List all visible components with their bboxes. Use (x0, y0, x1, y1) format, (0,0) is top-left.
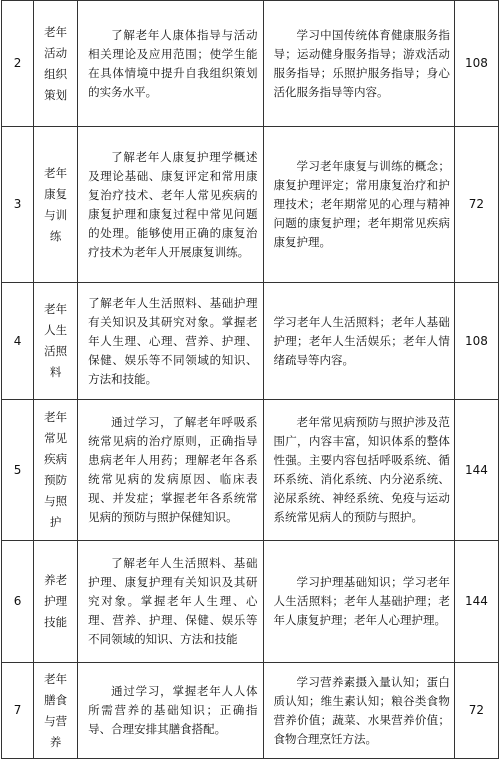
course-content: 学习营养素摄入量认知；蛋白质认知；维生素认知；粮谷类食物营养价值；蔬菜、水果营养价值；食物合理烹饪方法。 (263, 663, 454, 759)
course-name: 老年人生活照料 (34, 283, 78, 400)
course-name: 老年活动组织策划 (34, 1, 78, 127)
course-goal: 通过学习，了解老年呼吸系统常见病的治疗原则，正确指导患病老年人用药；理解老年各系统常见病的发病原因、临床表现、并发症；掌握老年各系统常见病的预防与照护保健知识。 (78, 400, 263, 541)
course-name: 养老护理技能 (34, 541, 78, 663)
course-goal: 了解老年人康体指导与活动相关理论及应用范围；使学生能在具体情境中提升自我组织策划的实务水平。 (78, 1, 263, 127)
course-content: 学习护理基础知识；学习老年人生活照料；老年人基础护理；老年人康复护理；老年人心理护理。 (263, 541, 454, 663)
course-content: 学习中国传统体育健康服务指导；运动健身服务指导；游戏活动服务指导；乐照护服务指导；身心活化服务指导等内容。 (263, 1, 454, 127)
course-hours: 108 (454, 283, 498, 400)
course-goal: 了解老年人生活照料、基础护理、康复护理有关知识及其研究对象。掌握老年人生理、心理、营养、护理、保健、娱乐等不同领域的知识、方法和技能 (78, 541, 263, 663)
course-content: 学习老年人生活照料；老年人基础护理；老年人生活娱乐；老年人情绪疏导等内容。 (263, 283, 454, 400)
course-goal: 了解老年人康复护理学概述及理论基础、康复评定和常用康复治疗技术、老年人常见疾病的康复护理和康复过程中常见问题的处理。能够使用正确的康复治疗技术为老年人开展康复训练。 (78, 127, 263, 283)
course-hours: 72 (454, 663, 498, 759)
course-hours: 108 (454, 1, 498, 127)
table-row (2, 127, 499, 283)
course-content: 学习老年康复与训练的概念；康复护理评定；常用康复治疗和护理技术；老年期常见的心理与精神问题的康复护理；老年期常见疾病康复护理。 (263, 127, 454, 283)
course-hours: 72 (454, 127, 498, 283)
course-goal: 了解老年人生活照料、基础护理有关知识及其研究对象。掌握老年人生理、心理、营养、护理、保健、娱乐等不同领域的知识、方法和技能。 (78, 283, 263, 400)
table-row (2, 663, 499, 759)
course-hours: 144 (454, 400, 498, 541)
course-name: 老年膳食与营养 (34, 663, 78, 759)
course-number: 5 (2, 400, 34, 541)
course-hours: 144 (454, 541, 498, 663)
course-number: 7 (2, 663, 34, 759)
course-number: 2 (2, 1, 34, 127)
course-content: 老年常见病预防与照护涉及范围广，内容丰富，知识体系的整体性强。主要内容包括呼吸系统、循环系统、消化系统、内分泌系统、泌尿系统、神经系统、免疫与运动系统常见病人的预防与照护。 (263, 400, 454, 541)
table-row (2, 400, 499, 541)
course-name: 老年常见疾病预防与照护 (34, 400, 78, 541)
course-number: 4 (2, 283, 34, 400)
course-number: 3 (2, 127, 34, 283)
curriculum-table (1, 0, 499, 759)
course-goal: 通过学习，掌握老年人人体所需营养的基础知识；正确指导、合理安排其膳食搭配。 (78, 663, 263, 759)
course-number: 6 (2, 541, 34, 663)
table-row (2, 541, 499, 663)
table-row (2, 1, 499, 127)
table-row (2, 283, 499, 400)
course-name: 老年康复与训练 (34, 127, 78, 283)
